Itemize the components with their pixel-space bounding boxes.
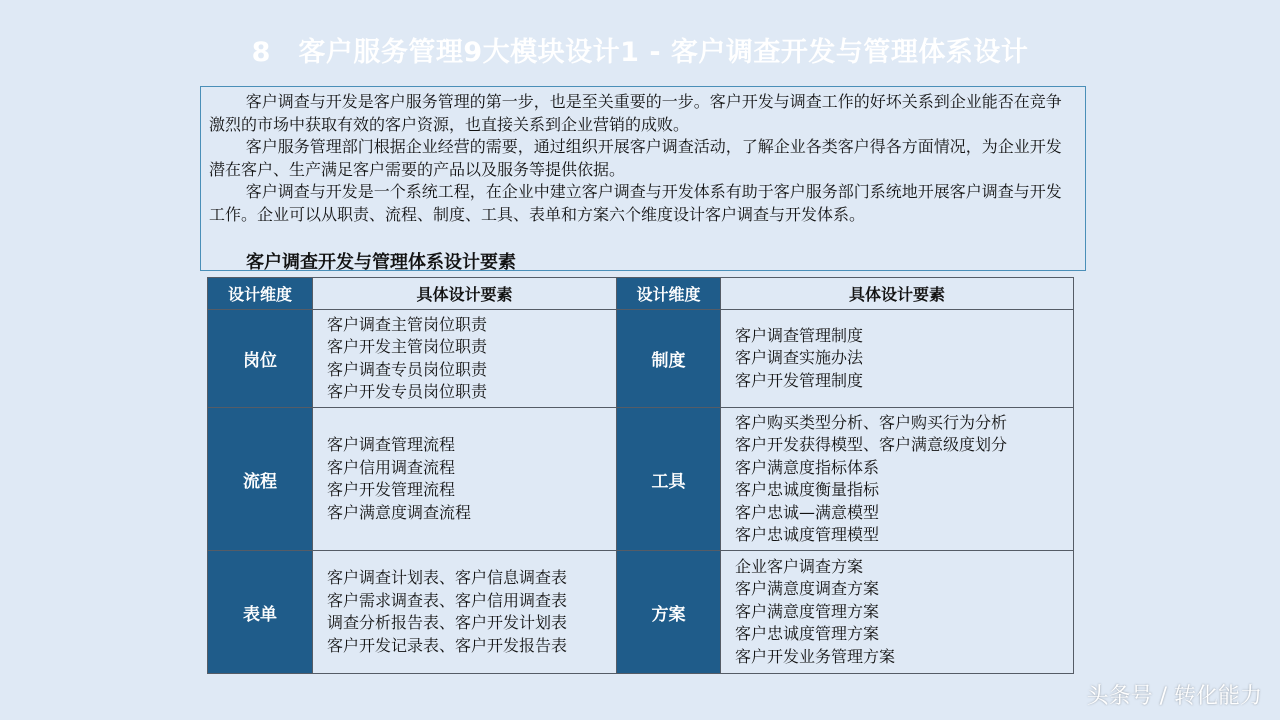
- element-item: 客户开发管理流程: [327, 480, 456, 499]
- element-item: 客户调查计划表、客户信息调查表: [327, 568, 568, 587]
- dimension-cell: 表单: [208, 551, 313, 674]
- table-heading: 客户调查开发与管理体系设计要素: [246, 252, 516, 273]
- element-item: 客户满意度管理方案: [735, 601, 880, 621]
- table-row: [208, 408, 1074, 551]
- element-item: 客户满意度调查流程: [327, 502, 472, 522]
- table-header-row: [208, 278, 1074, 310]
- element-item: 客户调查管理流程: [327, 435, 456, 454]
- header-dimension: 设计维度: [617, 278, 721, 310]
- design-elements-table: [207, 277, 1074, 674]
- element-item: 客户调查实施办法: [735, 348, 864, 368]
- slide-title: 8 客户服务管理9大模块设计1 - 客户调查开发与管理体系设计: [251, 37, 1029, 68]
- element-item: 客户开发专员岗位职责: [327, 382, 488, 401]
- watermark: 头条号 / 转化能力: [1086, 684, 1262, 709]
- intro-paragraph: 客户调查与开发是一个系统工程，在企业中建立客户调查与开发体系有助于客户服务部门系统地开展客户调查与开发工作。企业可以从职责、流程、制度、工具、表单和方案六个维度设计客户调查与开发体系。: [209, 182, 1062, 224]
- elements-cell: [313, 408, 617, 551]
- table-row: [208, 551, 1074, 674]
- element-item: 客户满意度指标体系: [735, 457, 880, 477]
- element-item: 客户购买类型分析、客户购买行为分析: [735, 412, 1008, 432]
- table-row: [208, 310, 1074, 408]
- element-item: 客户开发主管岗位职责: [327, 337, 488, 356]
- header-dimension: 设计维度: [208, 278, 313, 310]
- dimension-cell: 工具: [617, 408, 721, 551]
- element-item: 客户开发业务管理方案: [735, 646, 896, 666]
- element-item: 客户需求调查表、客户信用调查表: [327, 590, 568, 610]
- intro-paragraph: 客户调查与开发是客户服务管理的第一步，也是至关重要的一步。客户开发与调查工作的好坏关系到企业能否在竞争激烈的市场中获取有效的客户资源，也直接关系到企业营销的成败。: [209, 92, 1062, 134]
- element-item: 客户调查管理制度: [735, 325, 864, 345]
- element-item: 企业客户调查方案: [735, 556, 864, 576]
- element-item: 客户信用调查流程: [327, 457, 456, 477]
- elements-cell: [721, 310, 1074, 408]
- dimension-cell: 方案: [617, 551, 721, 674]
- element-item: 客户开发获得模型、客户满意级度划分: [735, 435, 1008, 454]
- element-item: 客户忠诚度管理方案: [735, 624, 880, 644]
- elements-cell: [721, 408, 1074, 551]
- element-item: 客户忠诚度衡量指标: [735, 480, 880, 499]
- element-item: 客户满意度调查方案: [735, 579, 880, 599]
- element-item: 客户开发记录表、客户开发报告表: [327, 635, 568, 655]
- element-item: 客户调查专员岗位职责: [327, 359, 488, 379]
- element-item: 客户忠诚—满意模型: [735, 502, 880, 522]
- dimension-cell: 制度: [617, 310, 721, 408]
- elements-cell: [313, 310, 617, 408]
- elements-cell: [313, 551, 617, 674]
- dimension-cell: 岗位: [208, 310, 313, 408]
- element-item: 客户调查主管岗位职责: [327, 314, 488, 334]
- dimension-cell: 流程: [208, 408, 313, 551]
- header-elements: 具体设计要素: [313, 278, 617, 310]
- element-item: 客户忠诚度管理模型: [735, 525, 880, 544]
- intro-paragraph: 客户服务管理部门根据企业经营的需要，通过组织开展客户调查活动，了解企业各类客户得各方面情况，为企业开发潜在客户、生产满足客户需要的产品以及服务等提供依据。: [209, 137, 1062, 179]
- intro-text-box: [200, 86, 1086, 271]
- element-item: 调查分析报告表、客户开发计划表: [327, 613, 568, 632]
- element-item: 客户开发管理制度: [735, 370, 864, 390]
- header-elements: 具体设计要素: [721, 278, 1074, 310]
- elements-cell: [721, 551, 1074, 674]
